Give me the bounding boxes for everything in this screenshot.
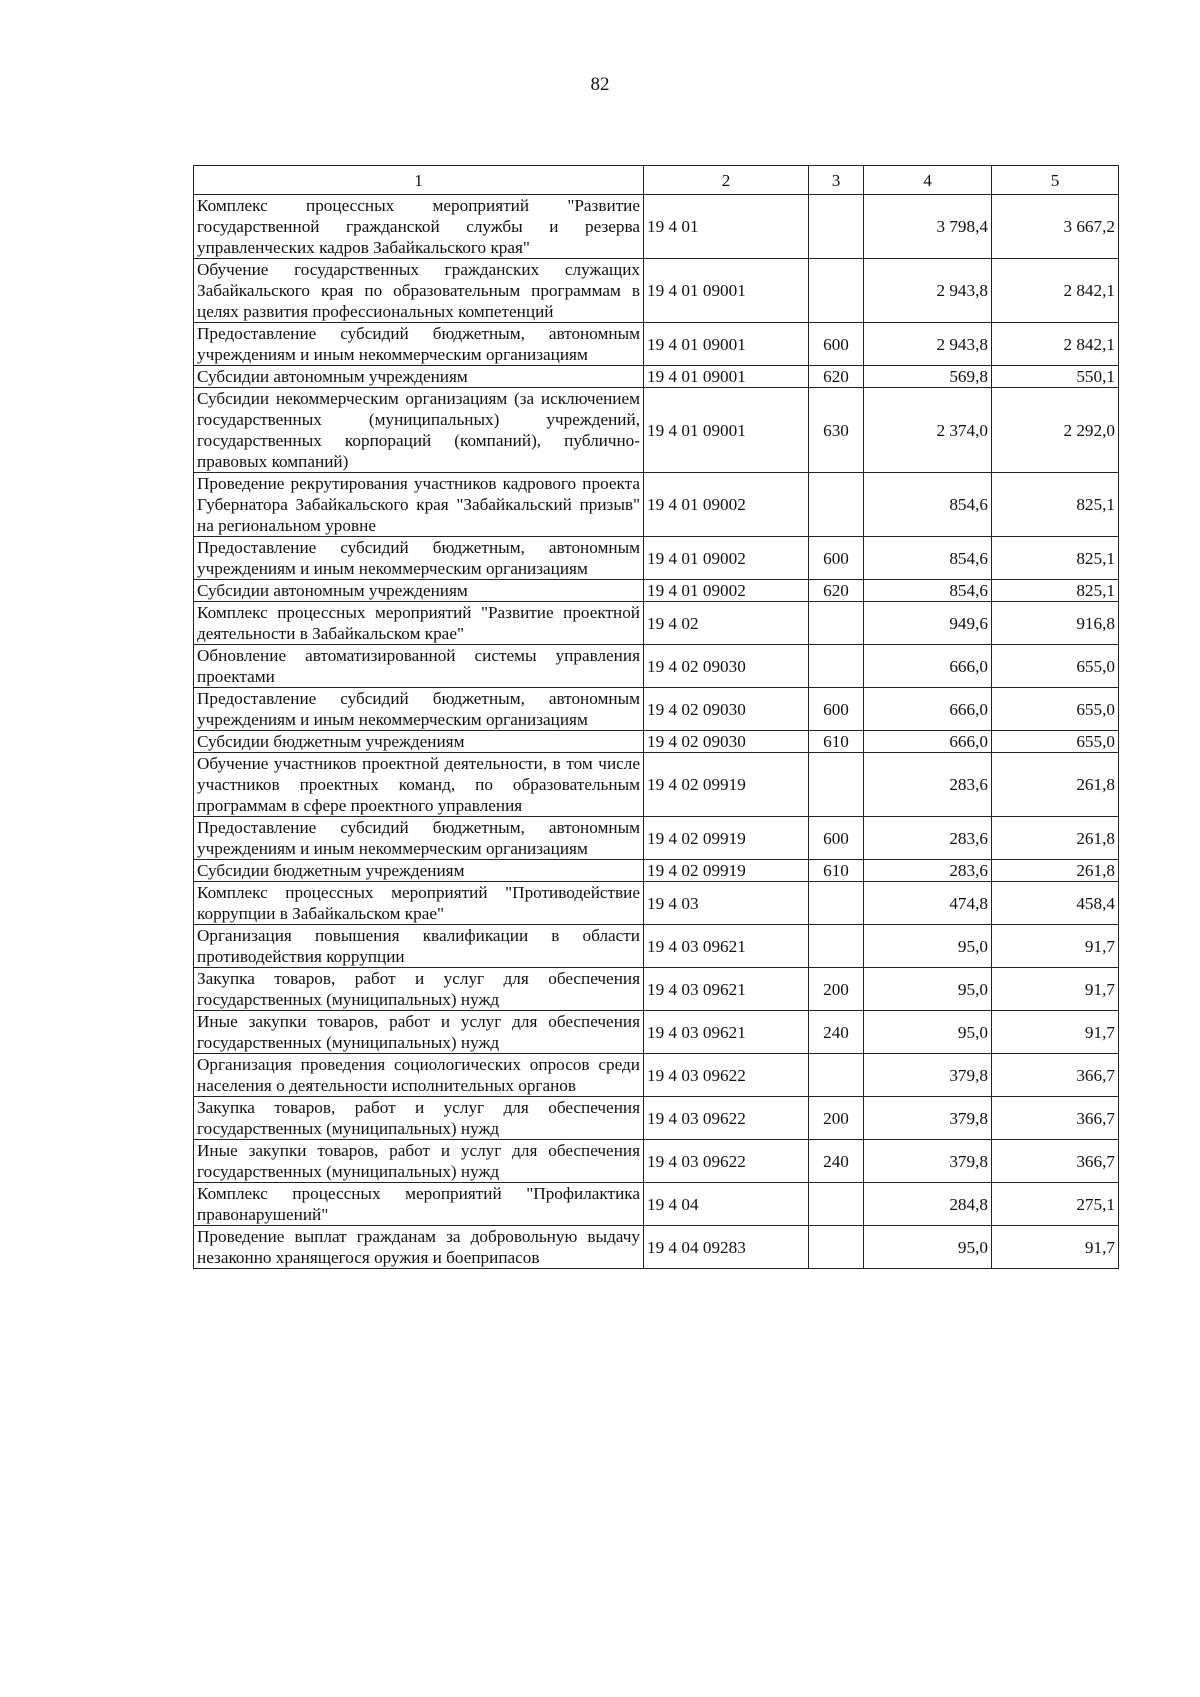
row-name: Иные закупки товаров, работ и услуг для обеспечения государственных (муниципальных) нужд (194, 1140, 644, 1183)
row-name: Субсидии бюджетным учреждениям (194, 731, 644, 753)
row-expense-type: 600 (809, 688, 864, 731)
row-value-col4: 95,0 (864, 1011, 992, 1054)
row-value-col5: 458,4 (992, 882, 1119, 925)
table-row (194, 731, 1119, 753)
row-code: 19 4 01 09002 (644, 580, 809, 602)
row-value-col5: 655,0 (992, 688, 1119, 731)
table-row (194, 817, 1119, 860)
row-value-col5: 655,0 (992, 731, 1119, 753)
row-value-col5: 655,0 (992, 645, 1119, 688)
row-code: 19 4 02 09919 (644, 860, 809, 882)
table-row (194, 645, 1119, 688)
table-row (194, 537, 1119, 580)
row-value-col4: 474,8 (864, 882, 992, 925)
row-code: 19 4 01 09001 (644, 259, 809, 323)
row-value-col5: 825,1 (992, 473, 1119, 537)
row-name: Комплекс процессных мероприятий "Профилактика правонарушений" (194, 1183, 644, 1226)
table-row (194, 473, 1119, 537)
row-name: Обновление автоматизированной системы управления проектами (194, 645, 644, 688)
header-col-5: 5 (992, 166, 1119, 195)
row-value-col4: 666,0 (864, 731, 992, 753)
row-value-col4: 379,8 (864, 1097, 992, 1140)
row-name: Субсидии бюджетным учреждениям (194, 860, 644, 882)
row-expense-type (809, 753, 864, 817)
row-expense-type: 600 (809, 323, 864, 366)
row-value-col5: 2 842,1 (992, 323, 1119, 366)
row-value-col4: 379,8 (864, 1054, 992, 1097)
row-value-col5: 261,8 (992, 860, 1119, 882)
row-code: 19 4 03 09622 (644, 1097, 809, 1140)
row-code: 19 4 01 (644, 195, 809, 259)
row-value-col4: 283,6 (864, 817, 992, 860)
row-value-col5: 825,1 (992, 537, 1119, 580)
table-row (194, 1011, 1119, 1054)
row-value-col5: 916,8 (992, 602, 1119, 645)
row-expense-type: 630 (809, 388, 864, 473)
row-value-col4: 2 943,8 (864, 323, 992, 366)
table-row (194, 1097, 1119, 1140)
table-row (194, 388, 1119, 473)
row-name: Организация проведения социологических опросов среди населения о деятельности исполнительных органов (194, 1054, 644, 1097)
table-row (194, 882, 1119, 925)
row-expense-type: 600 (809, 537, 864, 580)
row-expense-type: 610 (809, 860, 864, 882)
row-code: 19 4 01 09001 (644, 366, 809, 388)
row-value-col4: 284,8 (864, 1183, 992, 1226)
row-name: Предоставление субсидий бюджетным, автономным учреждениям и иным некоммерческим организациям (194, 688, 644, 731)
table-row (194, 1183, 1119, 1226)
row-expense-type (809, 473, 864, 537)
row-expense-type: 200 (809, 1097, 864, 1140)
row-code: 19 4 02 09030 (644, 645, 809, 688)
row-code: 19 4 01 09002 (644, 537, 809, 580)
row-value-col4: 3 798,4 (864, 195, 992, 259)
header-col-3: 3 (809, 166, 864, 195)
row-code: 19 4 04 (644, 1183, 809, 1226)
row-value-col4: 379,8 (864, 1140, 992, 1183)
row-code: 19 4 03 09622 (644, 1054, 809, 1097)
row-name: Закупка товаров, работ и услуг для обеспечения государственных (муниципальных) нужд (194, 1097, 644, 1140)
row-value-col4: 949,6 (864, 602, 992, 645)
row-name: Иные закупки товаров, работ и услуг для обеспечения государственных (муниципальных) нужд (194, 1011, 644, 1054)
row-value-col5: 825,1 (992, 580, 1119, 602)
header-row (194, 166, 1119, 195)
row-expense-type (809, 882, 864, 925)
row-value-col4: 2 374,0 (864, 388, 992, 473)
row-expense-type (809, 195, 864, 259)
row-value-col4: 854,6 (864, 473, 992, 537)
row-name: Комплекс процессных мероприятий "Развитие проектной деятельности в Забайкальском крае" (194, 602, 644, 645)
row-value-col4: 95,0 (864, 1226, 992, 1269)
row-name: Комплекс процессных мероприятий "Противодействие коррупции в Забайкальском крае" (194, 882, 644, 925)
row-value-col4: 854,6 (864, 537, 992, 580)
row-value-col5: 275,1 (992, 1183, 1119, 1226)
row-expense-type: 240 (809, 1140, 864, 1183)
row-value-col5: 366,7 (992, 1140, 1119, 1183)
row-code: 19 4 01 09002 (644, 473, 809, 537)
table-row (194, 323, 1119, 366)
row-name: Проведение рекрутирования участников кадрового проекта Губернатора Забайкальского края "Забайкальский призыв" на региональном уровне (194, 473, 644, 537)
row-expense-type (809, 1226, 864, 1269)
row-code: 19 4 02 09919 (644, 817, 809, 860)
row-expense-type (809, 602, 864, 645)
table-row (194, 860, 1119, 882)
row-value-col4: 854,6 (864, 580, 992, 602)
row-value-col5: 3 667,2 (992, 195, 1119, 259)
table-row (194, 195, 1119, 259)
row-value-col5: 261,8 (992, 817, 1119, 860)
row-name: Предоставление субсидий бюджетным, автономным учреждениям и иным некоммерческим организациям (194, 817, 644, 860)
row-expense-type (809, 1183, 864, 1226)
row-expense-type (809, 259, 864, 323)
row-code: 19 4 03 09622 (644, 1140, 809, 1183)
row-expense-type: 240 (809, 1011, 864, 1054)
row-value-col5: 91,7 (992, 968, 1119, 1011)
budget-table (193, 165, 1119, 1269)
table-row (194, 1140, 1119, 1183)
row-expense-type (809, 1054, 864, 1097)
row-code: 19 4 01 09001 (644, 323, 809, 366)
table-row (194, 968, 1119, 1011)
table-row (194, 580, 1119, 602)
table-row (194, 602, 1119, 645)
row-value-col4: 283,6 (864, 860, 992, 882)
row-value-col5: 366,7 (992, 1097, 1119, 1140)
row-value-col5: 366,7 (992, 1054, 1119, 1097)
row-value-col4: 283,6 (864, 753, 992, 817)
row-expense-type (809, 925, 864, 968)
row-name: Субсидии некоммерческим организациям (за исключением государственных (муниципальных) учреждений, государственных корпораций (компаний), публично-правовых компаний) (194, 388, 644, 473)
row-code: 19 4 01 09001 (644, 388, 809, 473)
page-number: 82 (590, 74, 610, 95)
table-row (194, 366, 1119, 388)
row-expense-type: 620 (809, 580, 864, 602)
row-expense-type: 200 (809, 968, 864, 1011)
row-code: 19 4 02 09030 (644, 688, 809, 731)
row-expense-type: 600 (809, 817, 864, 860)
row-value-col4: 95,0 (864, 968, 992, 1011)
row-value-col4: 569,8 (864, 366, 992, 388)
row-code: 19 4 03 09621 (644, 925, 809, 968)
row-name: Субсидии автономным учреждениям (194, 580, 644, 602)
row-code: 19 4 02 09030 (644, 731, 809, 753)
row-value-col4: 666,0 (864, 688, 992, 731)
row-value-col5: 91,7 (992, 1011, 1119, 1054)
table-row (194, 688, 1119, 731)
row-name: Обучение участников проектной деятельности, в том числе участников проектных команд, по образовательным программам в сфере проектного управления (194, 753, 644, 817)
row-name: Комплекс процессных мероприятий "Развитие государственной гражданской службы и резерва управленческих кадров Забайкальского края" (194, 195, 644, 259)
row-name: Субсидии автономным учреждениям (194, 366, 644, 388)
row-name: Закупка товаров, работ и услуг для обеспечения государственных (муниципальных) нужд (194, 968, 644, 1011)
row-name: Предоставление субсидий бюджетным, автономным учреждениям и иным некоммерческим организациям (194, 323, 644, 366)
row-value-col5: 2 292,0 (992, 388, 1119, 473)
table-row (194, 1054, 1119, 1097)
header-col-2: 2 (644, 166, 809, 195)
header-col-1: 1 (194, 166, 644, 195)
header-col-4: 4 (864, 166, 992, 195)
row-value-col4: 95,0 (864, 925, 992, 968)
row-code: 19 4 03 (644, 882, 809, 925)
row-expense-type: 610 (809, 731, 864, 753)
row-code: 19 4 03 09621 (644, 968, 809, 1011)
row-name: Организация повышения квалификации в области противодействия коррупции (194, 925, 644, 968)
table-row (194, 925, 1119, 968)
table-row (194, 1226, 1119, 1269)
table-body (194, 195, 1119, 1269)
row-code: 19 4 02 09919 (644, 753, 809, 817)
row-code: 19 4 03 09621 (644, 1011, 809, 1054)
table-row (194, 259, 1119, 323)
row-value-col4: 2 943,8 (864, 259, 992, 323)
row-code: 19 4 04 09283 (644, 1226, 809, 1269)
row-code: 19 4 02 (644, 602, 809, 645)
table-row (194, 753, 1119, 817)
row-value-col5: 2 842,1 (992, 259, 1119, 323)
row-name: Предоставление субсидий бюджетным, автономным учреждениям и иным некоммерческим организациям (194, 537, 644, 580)
row-name: Обучение государственных гражданских служащих Забайкальского края по образовательным программам в целях развития профессиональных компетенций (194, 259, 644, 323)
row-value-col5: 550,1 (992, 366, 1119, 388)
row-expense-type: 620 (809, 366, 864, 388)
row-value-col4: 666,0 (864, 645, 992, 688)
row-value-col5: 91,7 (992, 1226, 1119, 1269)
row-value-col5: 91,7 (992, 925, 1119, 968)
row-value-col5: 261,8 (992, 753, 1119, 817)
row-name: Проведение выплат гражданам за добровольную выдачу незаконно хранящегося оружия и боеприпасов (194, 1226, 644, 1269)
row-expense-type (809, 645, 864, 688)
